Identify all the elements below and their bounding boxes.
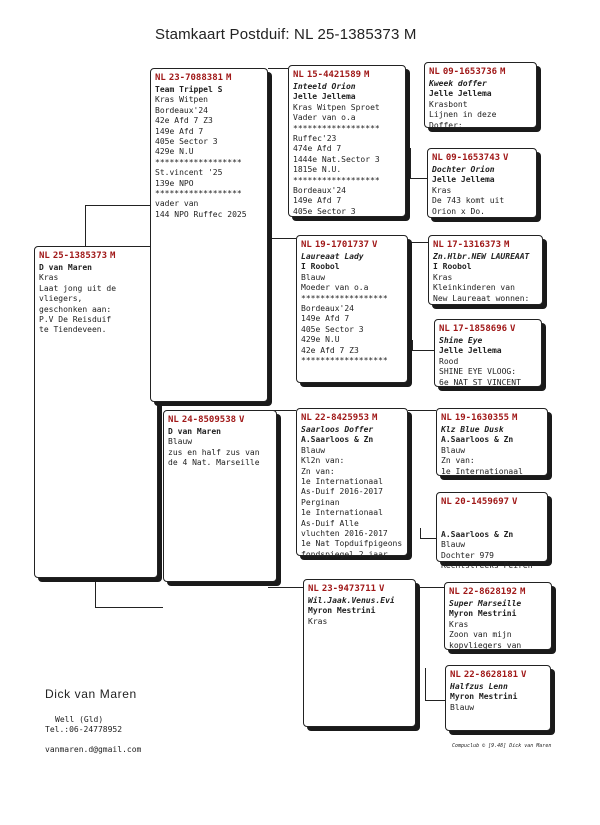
info-line: 1e Internationaal	[301, 477, 383, 487]
info-line: Kras	[432, 185, 452, 195]
ring-code: 22-8628192	[462, 587, 518, 597]
info-line: 42e Afd 7 Z3	[301, 345, 359, 355]
pigeon-name: Halfzus Lenn	[450, 682, 508, 691]
ring-sex: V	[379, 584, 385, 594]
pigeon-name: Kweek doffer	[429, 79, 487, 88]
ring-number	[432, 152, 532, 164]
breeder-name: Jelle Jellema	[429, 89, 492, 99]
info-line: 405e Sector 3	[155, 137, 218, 147]
info-line: Krasbont	[429, 99, 468, 109]
ring-code: 24-8509538	[181, 415, 237, 425]
info-line: New Laureaat wonnen:	[433, 293, 530, 303]
ring-number	[441, 496, 543, 508]
ring-country: NL	[439, 324, 450, 334]
pedigree-card-father	[150, 68, 268, 402]
info-line: Laat jong uit de	[39, 283, 117, 293]
info-line: ******************	[301, 356, 388, 366]
ring-sex: M	[520, 587, 526, 597]
ring-number	[449, 586, 547, 598]
info-line: Blauw	[301, 445, 326, 455]
info-line: 149e Afd 7	[301, 314, 350, 324]
pigeon-name: Laureaat Lady	[301, 252, 364, 261]
ring-country: NL	[441, 497, 452, 507]
ring-number	[429, 66, 532, 78]
info-line: vader van	[155, 199, 199, 209]
pigeon-name: Zn.Hlbr.NEW LAUREAAT	[433, 252, 530, 261]
info-line: Blauw	[450, 702, 475, 712]
info-line: 405e Sector 3	[293, 206, 356, 216]
info-line: Blauw	[168, 437, 193, 447]
ring-code: 23-9473711	[321, 584, 377, 594]
info-line: Rood	[439, 356, 459, 366]
info-line: Zn van:	[301, 466, 335, 476]
ring-sex: V	[239, 415, 245, 425]
breeder-name: Myron Mestrini	[449, 609, 517, 619]
ring-country: NL	[432, 153, 443, 163]
breeder-name: D van Maren	[39, 263, 92, 272]
ring-country: NL	[39, 251, 50, 261]
info-line: Kleinkinderen van	[433, 283, 515, 293]
owner-phone: Tel.:06-24778952	[45, 725, 123, 734]
info-line: 149e Afd 7	[155, 126, 204, 136]
breeder-name: Myron Mestrini	[450, 692, 518, 702]
ring-number	[450, 669, 546, 681]
ring-code: 09-1653743	[445, 153, 501, 163]
info-line: vliegers,	[39, 294, 83, 304]
pigeon-name: Inteeld Orion	[293, 82, 356, 91]
info-line: Ruffec'23	[293, 134, 337, 144]
pedigree-card-ggf-3	[436, 408, 548, 476]
info-line: Kras Witpen	[155, 95, 208, 105]
info-line: Zn van:	[441, 456, 475, 466]
ring-sex: M	[372, 413, 378, 423]
pedigree-card-ggf-2	[428, 235, 543, 305]
owner-city: Well (Gld)	[55, 715, 104, 724]
info-line: 1815e N.U.	[293, 165, 342, 175]
info-line: As-Duif 2016-2017	[301, 487, 383, 497]
ring-sex: V	[503, 153, 509, 163]
info-line: geschonken aan:	[39, 304, 112, 314]
ring-code: 20-1459697	[454, 497, 510, 507]
ring-number	[308, 583, 411, 595]
info-line: 139e NPO	[155, 178, 194, 188]
info-line: 429e N.U	[301, 335, 340, 345]
page-title: Stamkaart Postduif: NL 25-1385373 M	[155, 26, 417, 43]
info-line: Rechtstreeks Peiren	[441, 561, 533, 571]
info-line: As-Duif Alle	[301, 518, 359, 528]
info-line: Dochter 979	[441, 550, 494, 560]
info-line: te Tiendeveen.	[39, 325, 107, 335]
info-line: De 743 komt uit	[432, 196, 505, 206]
info-line: vluchten 2016-2017	[301, 529, 388, 539]
ring-code: 19-1701737	[314, 240, 370, 250]
breeder-name: I Roobol	[433, 262, 472, 272]
ring-sex: V	[512, 497, 518, 507]
ring-code: 17-1858696	[452, 324, 508, 334]
pigeon-name: Super Marseille	[449, 599, 522, 608]
info-line: Kras	[308, 616, 328, 626]
info-line: 1e Internationaal	[301, 508, 383, 518]
ring-number	[168, 414, 272, 426]
ring-code: 23-7088381	[168, 73, 224, 83]
info-line: Bordeaux'24	[155, 105, 208, 115]
ring-code: 25-1385373	[52, 251, 108, 261]
info-line: fondspiegel 2 jaar	[301, 549, 388, 559]
pedigree-card-ggf-4	[444, 582, 552, 650]
ring-number	[301, 239, 403, 251]
breeder-name: I Roobol	[301, 262, 340, 272]
ring-number	[301, 412, 403, 424]
pedigree-card-grandfather-maternal	[296, 408, 408, 559]
ring-sex: M	[110, 251, 116, 261]
info-line	[441, 519, 543, 529]
info-line: Kras Witpen Sproet	[293, 102, 380, 112]
breeder-name: A.Saarloos & Zn	[441, 435, 514, 445]
pigeon-name: Shine Eye	[439, 336, 483, 345]
pedigree-card-grandfather-paternal	[288, 65, 406, 217]
ring-number	[293, 69, 401, 81]
pigeon-name: Dochter Orion	[432, 165, 495, 174]
info-line: ******************	[293, 175, 380, 185]
ring-number	[439, 323, 537, 335]
info-line: Vader van o.a	[293, 113, 356, 123]
info-line: 405e Sector 3	[301, 324, 364, 334]
info-line: ******************	[155, 189, 242, 199]
info-line: ******************	[155, 157, 242, 167]
info-line: de 4 Nat. Marseille	[168, 458, 260, 468]
pedigree-card-grandmother-paternal	[296, 235, 408, 383]
ring-number	[433, 239, 538, 251]
ring-number	[39, 250, 153, 262]
pedigree-card-grandmother-maternal	[303, 579, 416, 727]
info-line: 1444e Nat.Sector 3	[293, 154, 380, 164]
pigeon-name: Klz Blue Dusk	[441, 425, 504, 434]
info-line: ******************	[301, 293, 388, 303]
ring-number	[155, 72, 263, 84]
info-line: 144 NPO Ruffec 2025	[155, 209, 247, 219]
pigeon-name: Saarloos Doffer	[301, 425, 374, 434]
pigeon-name: Wil.Jaak.Venus.Evi	[308, 596, 395, 605]
info-line: 429e N.U	[155, 147, 194, 157]
breeder-name: Team Trippel S	[155, 85, 223, 94]
owner-email: vanmaren.d@gmail.com	[45, 745, 142, 754]
ring-number	[441, 412, 543, 424]
ring-country: NL	[301, 413, 312, 423]
breeder-name: Jelle Jellema	[439, 346, 502, 356]
ring-country: NL	[301, 240, 312, 250]
ring-code: 15-4421589	[306, 70, 362, 80]
info-line: Blauw	[301, 272, 326, 282]
ring-country: NL	[293, 70, 304, 80]
info-line: P.V De Reisduif	[39, 315, 112, 325]
ring-sex: V	[372, 240, 378, 250]
info-line: Lijnen in deze	[429, 110, 497, 120]
ring-sex: M	[504, 240, 510, 250]
info-line: SHINE EYE VLOOG:	[439, 367, 517, 377]
breeder-name: Jelle Jellema	[293, 92, 356, 102]
pedigree-card-ggm-1	[427, 148, 537, 218]
info-line: 6e NAT ST VINCENT	[439, 377, 521, 387]
info-line: Perginan	[301, 497, 340, 507]
info-line: 474e Afd 7	[293, 144, 342, 154]
ring-country: NL	[449, 587, 460, 597]
ring-code: 19-1630355	[454, 413, 510, 423]
pedigree-card-ggm-4	[445, 665, 551, 731]
ring-sex: V	[521, 670, 527, 680]
ring-code: 22-8425953	[314, 413, 370, 423]
info-line: Orion x Do.	[432, 206, 485, 216]
pedigree-card-ggm-3	[436, 492, 548, 571]
info-line: Bordeaux'24	[293, 186, 346, 196]
ring-country: NL	[450, 670, 461, 680]
ring-sex: M	[500, 67, 506, 77]
info-line: Doffer:	[429, 120, 463, 130]
pedigree-card-mother	[163, 410, 277, 582]
info-line: 42e Afd 7 Z3	[155, 116, 213, 126]
breeder-name: Myron Mestrini	[308, 606, 376, 616]
ring-sex: M	[226, 73, 232, 83]
ring-sex: M	[512, 413, 518, 423]
breeder-name: D van Maren	[168, 427, 221, 436]
ring-country: NL	[429, 67, 440, 77]
ring-sex: V	[510, 324, 516, 334]
breeder-name: A.Saarloos & Zn	[301, 435, 374, 445]
info-line: Bordeaux'24	[301, 304, 354, 314]
ring-country: NL	[168, 415, 179, 425]
info-line: Zoon van mijn	[449, 630, 512, 640]
info-line: Kras	[39, 273, 59, 283]
info-line: 149e Afd 7	[293, 196, 342, 206]
owner-name: Dick van Maren	[45, 687, 137, 701]
ring-country: NL	[155, 73, 166, 83]
info-line: ******************	[293, 123, 380, 133]
ring-country: NL	[441, 413, 452, 423]
ring-code: 09-1653736	[442, 67, 498, 77]
info-line: zus en half zus van	[168, 447, 260, 457]
pedigree-card-ggf-1	[424, 62, 537, 128]
info-line: Kras	[433, 272, 453, 282]
ring-code: 17-1316373	[446, 240, 502, 250]
ring-country: NL	[308, 584, 319, 594]
ring-sex: M	[364, 70, 370, 80]
breeder-name: Jelle Jellema	[432, 175, 495, 185]
info-line: kopvliegers van	[449, 640, 522, 650]
info-line: 1e Internationaal	[441, 466, 523, 476]
software-credit: Compuclub © [9.48] Dick van Maren	[452, 743, 552, 749]
info-line: Kras	[449, 619, 469, 629]
info-line: Kl2n van:	[301, 456, 345, 466]
info-line: Moeder van o.a	[301, 283, 369, 293]
pedigree-card-subject	[34, 246, 158, 578]
info-line: St.vincent '25	[155, 168, 223, 178]
pedigree-card-ggm-2	[434, 319, 542, 387]
ring-country: NL	[433, 240, 444, 250]
info-line: Blauw	[441, 540, 466, 550]
info-line	[441, 509, 543, 519]
ring-code: 22-8628181	[463, 670, 519, 680]
info-line: Blauw	[441, 445, 466, 455]
info-line: 1e Nat Topduifpigeons	[301, 539, 403, 549]
breeder-name: A.Saarloos & Zn	[441, 529, 514, 539]
